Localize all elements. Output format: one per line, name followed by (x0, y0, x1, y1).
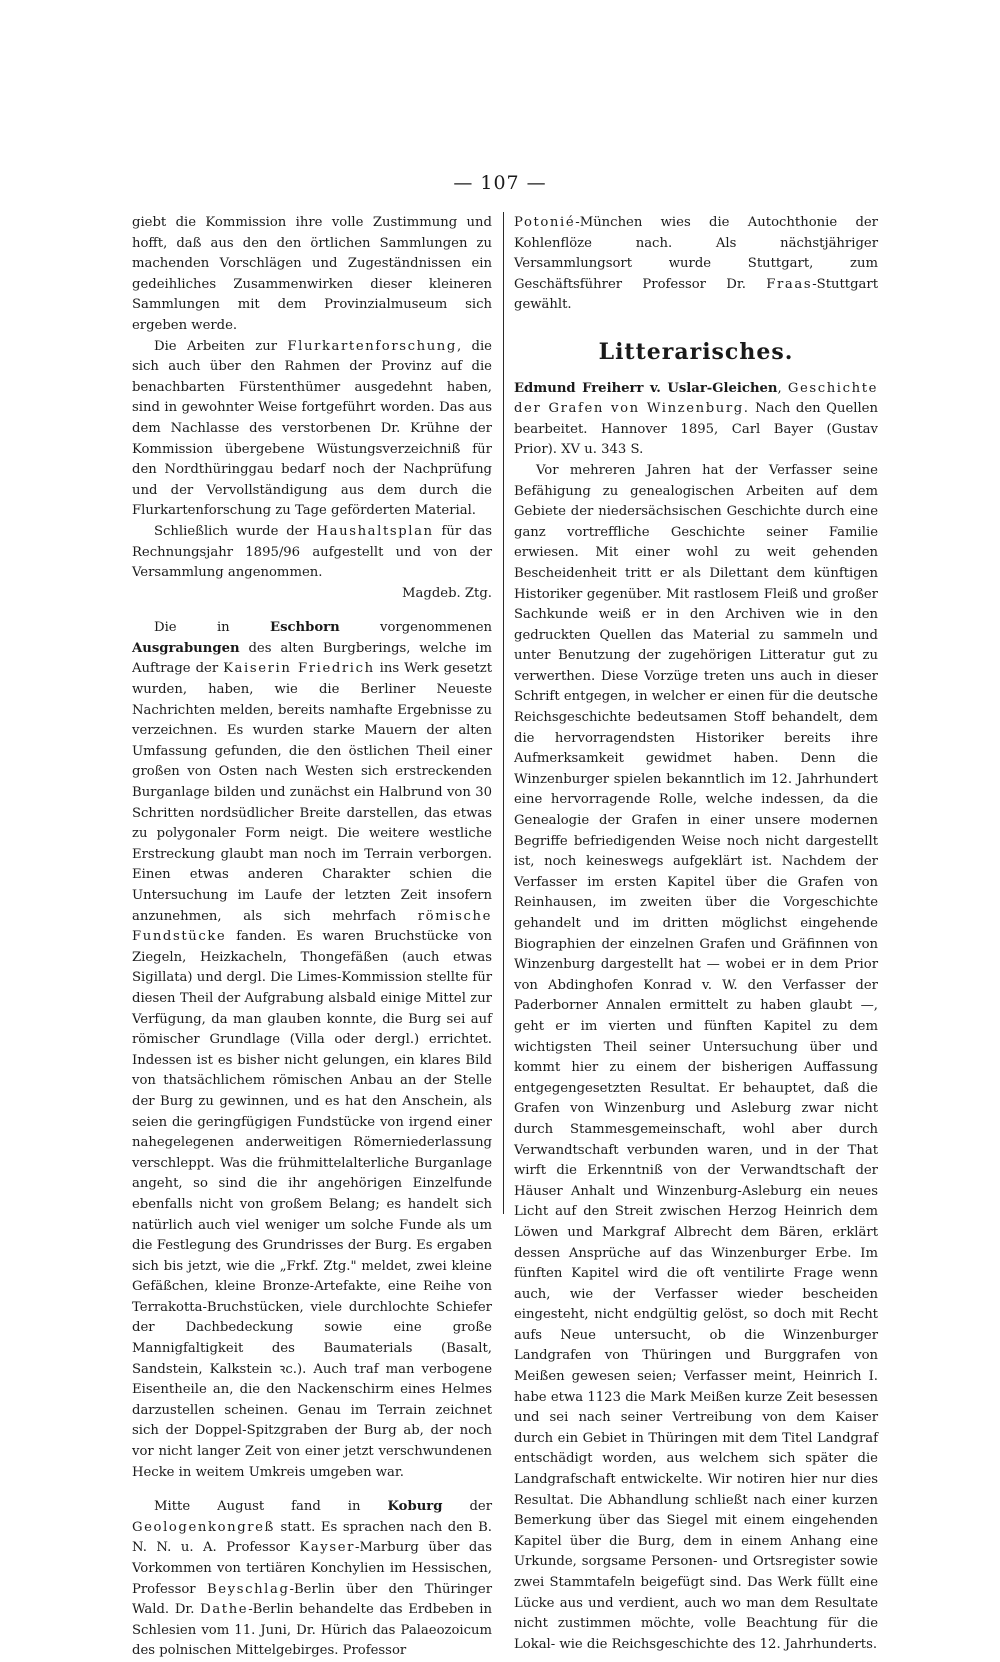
name-kaiserin-friedrich: Kaiserin Friedrich (223, 661, 375, 677)
paragraph-commission-approval: giebt die Kommission ihre volle Zustimmung und hofft, daß aus den den örtlichen Sammlungen zu machenden Vorschlägen und Zugeständnissen ein gedeihliches Zusammenwirken dieser kleineren Sammlungen mit dem Provinzialmuseum sich ergeben werde. (132, 215, 492, 333)
paragraph-continuation: Potonié-München wies die Autochthonie der Kohlenflöze nach. Als nächstjähriger Versammlungsort wurde Stuttgart, zum Geschäftsführer Professor Dr. Fraas-Stuttgart gewählt. (514, 215, 878, 313)
name-potonie: Potonié (514, 215, 576, 230)
term-roemische-fundstuecke: römische Fundstücke (132, 908, 492, 945)
term-ausgrabungen: Ausgrabungen (132, 640, 240, 656)
place-koburg: Koburg (387, 1499, 443, 1515)
right-column (514, 213, 878, 1655)
left-column (132, 213, 492, 1662)
book-citation: Edmund Freiherr v. Uslar-Gleichen, Geschichte der Grafen von Winzenburg. Nach den Quellen bearbeitet. Hannover 1895, Carl Bayer (Gustav Prior). XV u. 343 S. (514, 380, 878, 458)
paragraph-haushaltsplan: Schließlich wurde der Haushaltsplan für das Rechnungsjahr 1895/96 aufgestellt und von der Versammlung angenommen. (132, 523, 493, 581)
name-fraas: Fraas (766, 276, 813, 292)
page-number: — 107 — (453, 172, 547, 194)
section-heading: Litterarisches. (598, 338, 794, 365)
name-dathe: Dathe (200, 1602, 249, 1618)
place-eschborn: Eschborn (270, 620, 340, 636)
name-beyschlag: Beyschlag (206, 1581, 290, 1597)
source-signature: Magdeb. Ztg. (402, 585, 492, 601)
paragraph-flurkarten: Die Arbeiten zur Flurkartenforschung, die sich auch über den Rahmen der Provinz auf die benachbarten Fürstenthümer ausgedehnt haben, sind in gewohnter Weise fortgeführt worden. Das aus dem Nachlasse des verstorbenen Dr. Krühne der Kommission übergebene Wüstungsverzeichniß für den Nordthüringgau bedarf noch der Nachprüfung und der Vervollständigung aus dem durch die Flurkartenforschung zu Tage geförderten Material. (132, 338, 492, 519)
book-title: Geschichte der Grafen von Winzenburg. (514, 380, 878, 417)
term-haushaltsplan: Haushaltsplan (316, 523, 434, 539)
column-divider (503, 212, 504, 1214)
term-flurkartenforschung: Flurkartenforschung (287, 338, 457, 354)
paragraph-geologenkongress: Mitte August fand in Koburg der Geologenkongreß statt. Es sprachen nach den B. N. N. u. A. Professor Kayser-Marburg über das Vorkommen von tertiären Konchylien im Hessischen, Professor Beyschlag-Berlin über den Thüringer Wald. Dr. Dathe-Berlin behandelte das Erdbeben in Schlesien vom 11. Juni, Dr. Hürich das Palaeozoicum des polnischen Mittelgebirges. Professor (132, 1499, 493, 1659)
name-kayser: Kayser (299, 1540, 356, 1556)
paragraph-eschborn: Die in Eschborn vorgenommenen Ausgrabungen des alten Burgberings, welche im Auftrage der Kaiserin Friedrich ins Werk gesetzt wurden, haben, wie die Berliner Neueste Nachrichten melden, bereits namhafte Ergebnisse zu verzeichnen. Es wurden starke Mauern der alten Umfassung gefunden, die den östlichen Theil einer großen von Osten nach Westen sich erstreckenden Burganlage bilden und zunächst ein Halbrund von 30 Schritten nordsüdlicher Breite darstellen, das etwas zu polygonaler Form neigt. Die weitere westliche Erstreckung glaubt man noch im Terrain verborgen. Einen etwas anderen Charakter schien die Untersuchung im Laufe der letzten Zeit insofern anzunehmen, als sich mehrfach römische Fundstücke fanden. Es waren Bruchstücke von Ziegeln, Heizkacheln, Thongefäßen (auch etwas Sigillata) und dergl. Die Limes-Kommission stellte für diesen Theil der Aufgrabung alsbald einige Mittel zur Verfügung, da man glauben konnte, die Burg sei auf römischer Grundlage (Villa oder dergl.) errichtet. Indessen ist es bisher nicht gelungen, ein klares Bild von thatsächlichem römischen Anbau an der Stelle der Burg zu gewinnen, und es hat den Anschein, als seien die geringfügigen Fundstücke von irgend einer nahegelegenen anderweitigen Römerniederlassung verschleppt. Was die frühmittelalterliche Burganlage angeht, so sind die ihr angehörigen Einzelfunde ebenfalls nicht von großem Belang; es handelt sich natürlich auch viel weniger um solche Funde als um die Festlegung des Grundrisses der Burg. Es ergaben sich bis jetzt, wie die „Frkf. Ztg." meldet, zwei kleine Gefäßchen, kleine Bronze-Artefakte, eine Reihe von Terrakotta-Bruchstücken, viele durchlochte Schiefer der Dachbedeckung sowie eine große Mannigfaltigkeit des Baumaterials (Basalt, Sandstein, Kalkstein ꝛc.). Auch traf man verbogene Eisentheile an, die den Nackenschirm eines Helmes darzustellen scheinen. Genau im Terrain zeichnet sich der Doppel-Spitzgraben der Burg ab, der noch vor nicht langer Zeit von einer jetzt verschwundenen Hecke in weitem Umkreis umgeben war. (132, 620, 493, 1480)
paragraph-review: Vor mehreren Jahren hat der Verfasser seine Befähigung zu genealogischen Arbeiten auf dem Gebiete der niedersächsischen Geschichte durch eine ganz vortreffliche Geschichte seiner Familie erwiesen. Mit einer wohl zu weit gehenden Bescheidenheit tritt er als Dilettant dem künftigen Historiker gegenüber. Mit rastlosem Fleiß und großer Sachkunde weiß er in den Archiven wie in den gedruckten Quellen das Material zu sammeln und unter Benutzung der zugehörigen Litteratur gut zu verwerthen. Diese Vorzüge treten uns auch in dieser Schrift entgegen, in welcher er einen für die deutsche Reichsgeschichte bedeutsamen Stoff behandelt, dem die hervorragendsten Historiker bereits ihre Aufmerksamkeit gewidmet haben. Denn die Winzenburger spielen bekanntlich im 12. Jahrhundert eine hervorragende Rolle, welche indessen, da die Genealogie der Grafen in einer unsere modernen Begriffe befriedigenden Weise noch nicht dargestellt ist, noch keineswegs aufgeklärt ist. Nachdem der Verfasser im ersten Kapitel über die Grafen von Reinhausen, im zweiten über die Vorgeschichte gehandelt und im dritten möglichst eingehende Biographien der einzelnen Grafen und Gräfinnen von Winzenburg dargestellt hat — wobei er in dem Prior von Abdinghofen Konrad v. W. den Verfasser der Paderborner Annalen ermittelt zu haben glaubt —, geht er im vierten und fünften Kapitel zu dem wichtigsten Theil seiner Untersuchung über und kommt hier zu einem der bisherigen Auffassung entgegengesetzten Resultat. Er behauptet, daß die Grafen von Winzenburg und Asleburg zwar nicht durch Stammesgemeinschaft, wohl aber durch Verwandtschaft verbunden waren, und in der That wirft die Erkenntniß von der Verwandtschaft der Häuser Anhalt und Winzenburg-Asleburg ein neues Licht auf den Streit zwischen Herzog Heinrich dem Löwen und Markgraf Albrecht dem Bären, erklärt dessen Ansprüche auf das Winzenburger Erbe. Im fünften Kapitel wird die oft ventilirte Frage wenn auch, wie der Verfasser wieder bescheiden eingesteht, nicht endgültig gelöst, so doch mit Recht aufs Neue untersucht, ob die Winzenburger Landgrafen von Thüringen und Burggrafen von Meißen gewesen seien; Verfasser meint, Heinrich I. habe etwa 1123 die Mark Meißen kurze Zeit besessen und sei nach seiner Vertreibung von dem Kaiser durch ein Gebiet in Thüringen mit dem Titel Landgraf entschädigt worden, aus welchem sich später die Landgrafschaft entwickelte. Wir notiren hier nur dies Resultat. Die Abhandlung schließt nach einer kurzen Bemerkung über das Siegel mit einem eingehenden Kapitel über die Burg, dem in einem Anhang eine Urkunde, sorgsame Personen- und Ortsregister sowie zwei Stammtafeln beigefügt sind. Das Werk füllt eine Lücke aus und verdient, auch wo man dem Resultate nicht zustimmen möchte, volle Beachtung für die Lokal- wie die Reichsgeschichte des 12. Jahrhunderts. (514, 462, 878, 1652)
author-name: Edmund Freiherr v. Uslar-Gleichen (514, 380, 778, 396)
term-geologenkongress: Geologenkongreß (132, 1519, 275, 1535)
